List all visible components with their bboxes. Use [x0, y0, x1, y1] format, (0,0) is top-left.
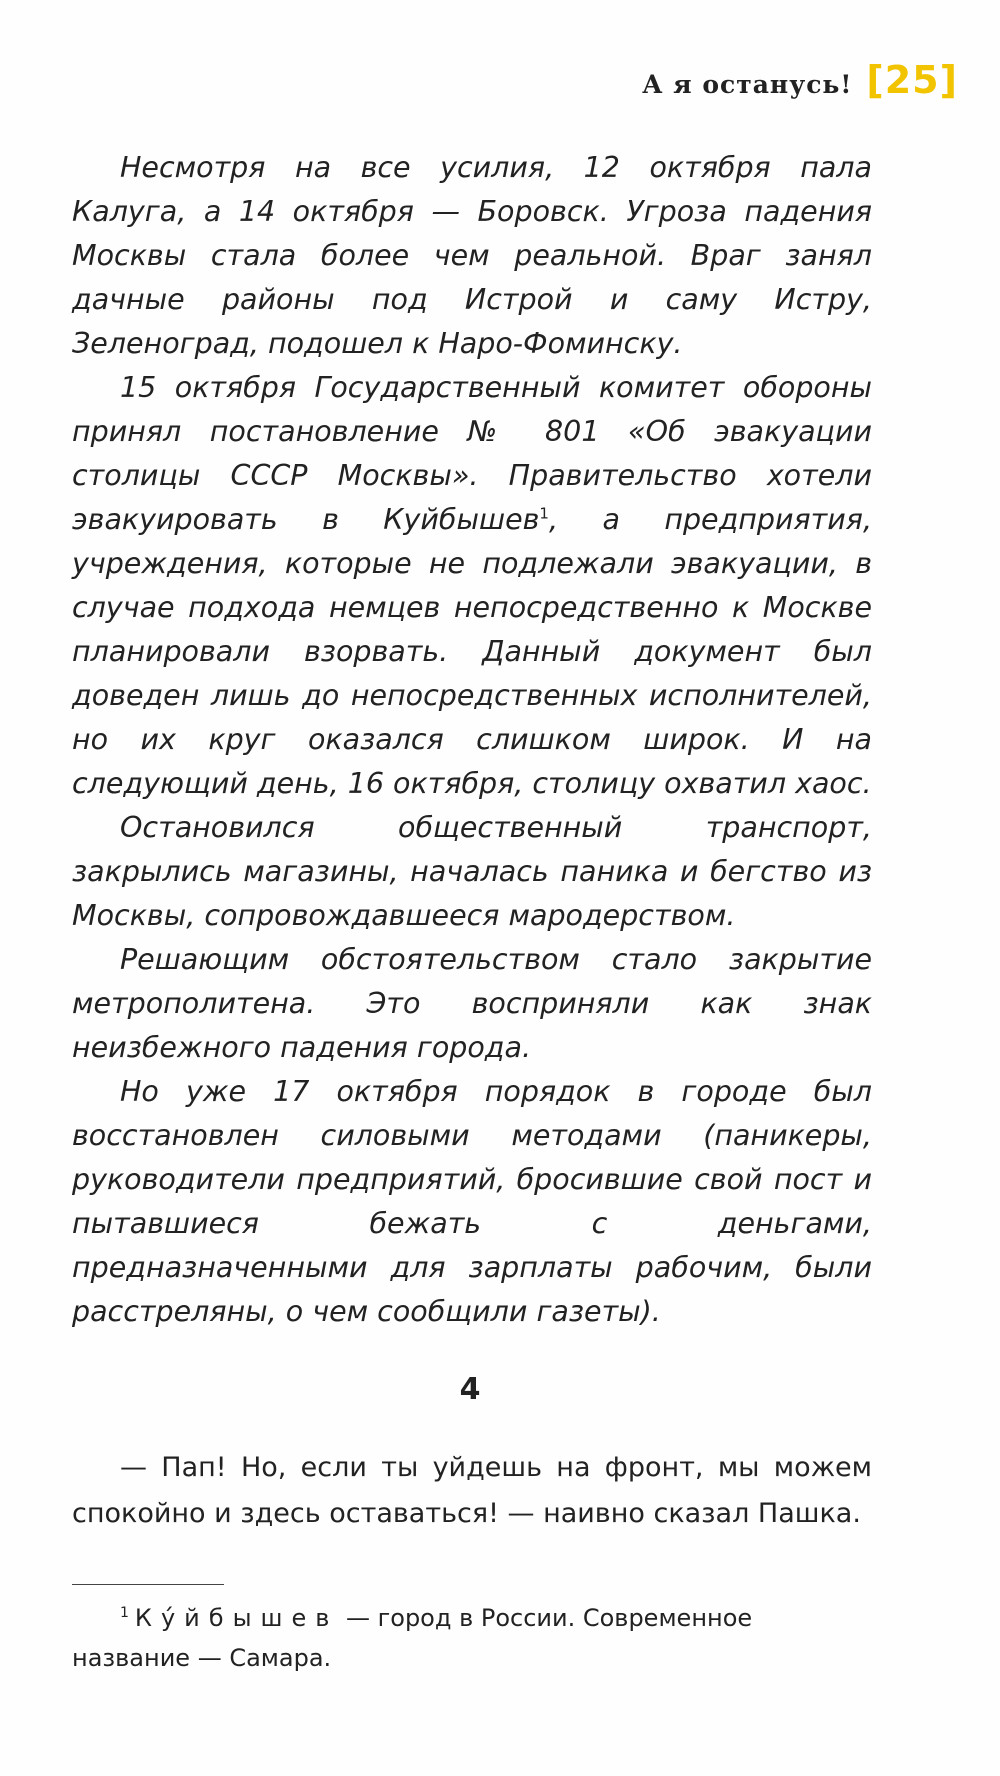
paragraph-3: Остановился общественный транспорт, закрылись магазины, началась паника и бегство из Москвы, сопровождавшееся мародерством.	[72, 811, 872, 932]
footnote-divider	[72, 1584, 224, 1585]
page-number: [25]	[866, 58, 958, 102]
paragraph-2	[72, 366, 872, 806]
paragraph-2-part-1: 15 октября Государственный комитет обороны принял постановление № 801 «Об эвакуации столицы СССР Москвы». Правительство хотели эвакуировать в Куйбышев	[72, 371, 872, 536]
footnote	[72, 1598, 872, 1678]
paragraph-4: Решающим обстоятельством стало закрытие метрополитена. Это восприняли как знак неизбежного падения города.	[72, 943, 872, 1064]
footnote-text: — город в России. Современное название — Самара.	[72, 1604, 753, 1672]
paragraph-2-part-2: , а предприятия, учреждения, которые не подлежали эвакуации, в случае подхода немцев непосредственно к Москве планировали взорвать. Данный документ был доведен лишь до непосредственных исполнителей, но их круг оказался слишком широк. И на следующий день, 16 октября, столицу охватил хаос.	[72, 503, 872, 800]
footnote-term: Ку́йбышев	[134, 1604, 339, 1632]
dialog-line: — Пап! Но, если ты уйдешь на фронт, мы можем спокойно и здесь оставаться! — наивно сказал Пашка.	[72, 1452, 872, 1529]
footnote-paragraph	[72, 1598, 872, 1678]
running-title: А я останусь!	[642, 70, 853, 99]
paragraph-5: Но уже 17 октября порядок в городе был восстановлен силовыми методами (паникеры, руководители предприятий, бросившие свой пост и пытавшиеся бежать с деньгами, предназначенными для зарплаты рабочим, были расстреляны, о чем сообщили газеты).	[72, 1075, 872, 1328]
main-text	[72, 146, 872, 1334]
chapter-number: 4	[459, 1372, 481, 1407]
footnote-reference[interactable]: 1	[539, 504, 549, 523]
footnote-mark: 1	[120, 1605, 129, 1621]
dialog-text	[72, 1445, 872, 1537]
page-header	[642, 58, 958, 102]
paragraph-1: Несмотря на все усилия, 12 октября пала Калуга, а 14 октября — Боровск. Угроза падения Москвы стала более чем реальной. Враг занял дачные районы под Истрой и саму Истру, Зеленоград, подошел к Наро-Фоминску.	[72, 151, 872, 360]
